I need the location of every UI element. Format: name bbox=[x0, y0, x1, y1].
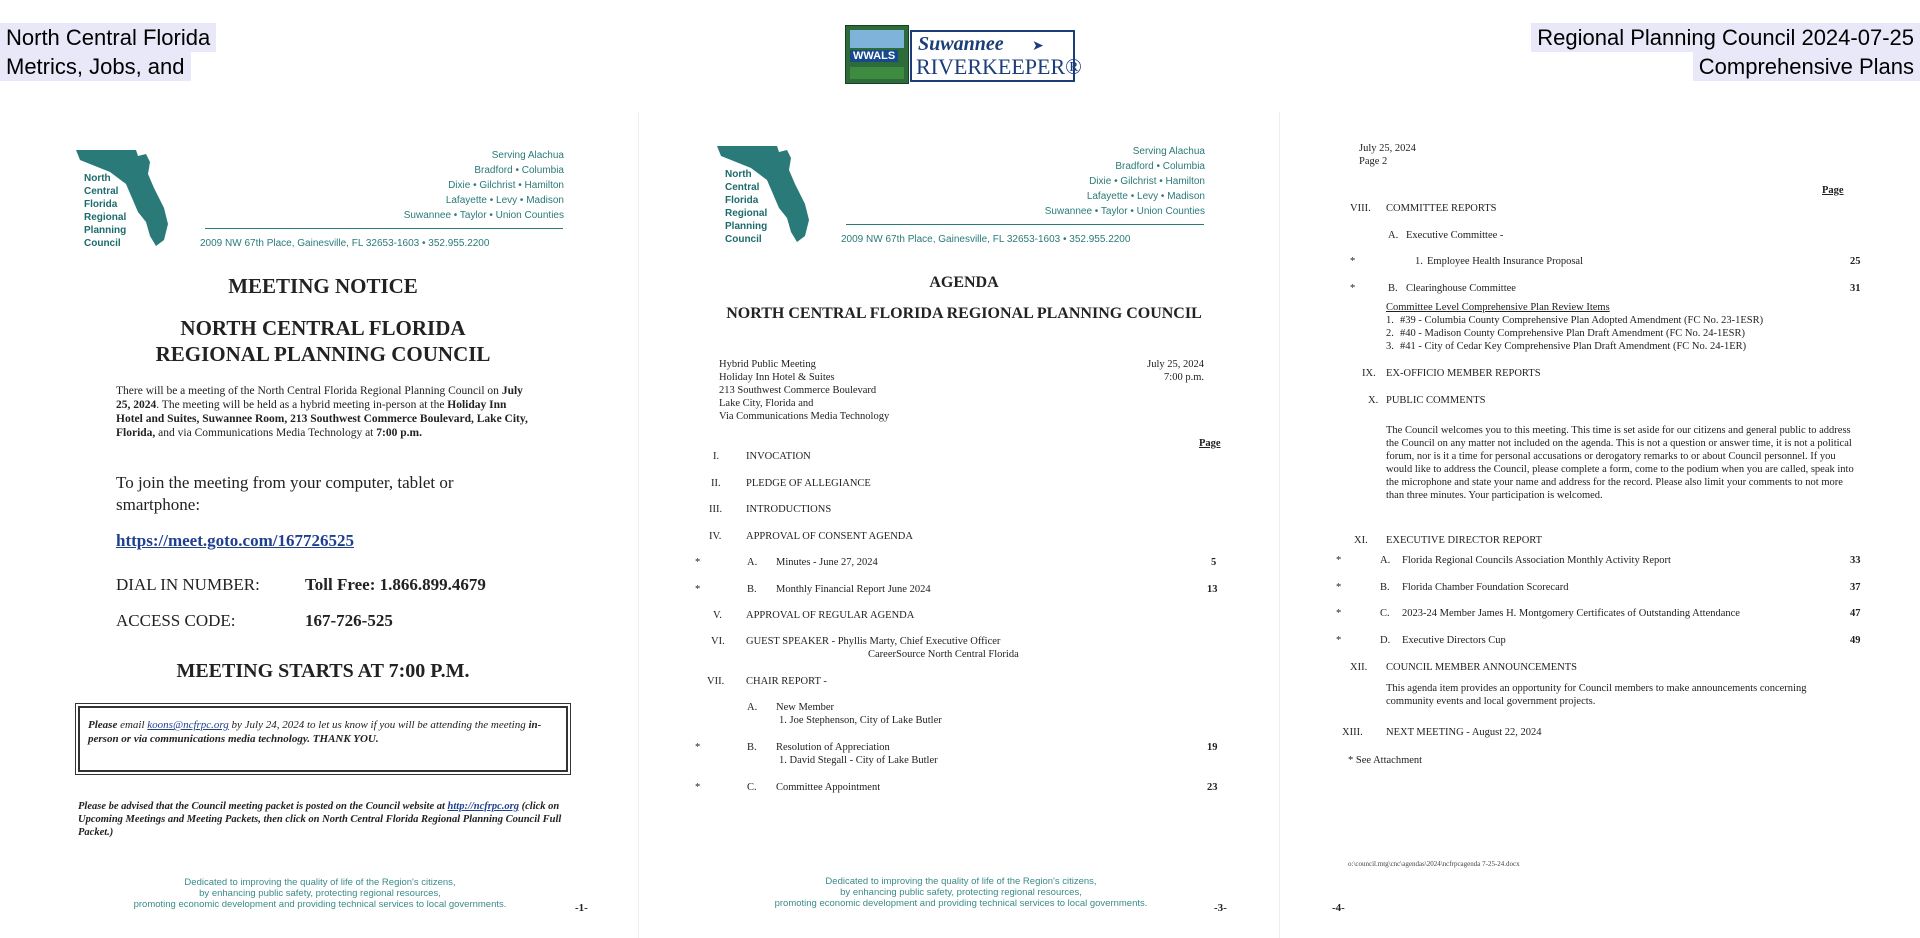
access-value: 167-726-525 bbox=[305, 611, 393, 630]
packet-advisory: Please be advised that the Council meeting packet is posted on the Council website at http://ncfrpc.org (click on Upcoming Meetings and Meeting Packets, then click on North Central Florida Regional Planning Council Full Packet.) bbox=[78, 801, 562, 838]
agenda-item-number: B. bbox=[747, 584, 757, 595]
agenda-item-text: 1. David Stegall - City of Lake Butler bbox=[779, 755, 938, 766]
agenda-item-number: II. bbox=[711, 478, 721, 489]
riverkeeper-logo-text: RIVERKEEPER® bbox=[916, 54, 1082, 79]
agenda-item-page: 37 bbox=[1850, 582, 1861, 593]
agenda-item-text: COUNCIL MEMBER ANNOUNCEMENTS bbox=[1386, 662, 1577, 673]
announcements-text: This agenda item provides an opportunity for Council members to make announcements concerning community events and local government projects. bbox=[1386, 683, 1807, 707]
attachment-marker: * bbox=[1336, 555, 1342, 566]
agenda-item-page: 19 bbox=[1207, 742, 1218, 753]
page-column-label: Page bbox=[1199, 438, 1221, 449]
agenda-item-text: Executive Directors Cup bbox=[1402, 635, 1506, 646]
agenda-item-text: CareerSource North Central Florida bbox=[868, 649, 1019, 660]
agenda-item-number: V. bbox=[713, 610, 722, 621]
agenda-item-text: Minutes - June 27, 2024 bbox=[776, 557, 878, 568]
agenda-item-text: GUEST SPEAKER - Phyllis Marty, Chief Executive Officer bbox=[746, 636, 1001, 647]
rsvp-email-link[interactable]: koons@ncfrpc.org bbox=[147, 719, 229, 731]
agenda-item-page: 49 bbox=[1850, 635, 1861, 646]
attachment-marker: * bbox=[1336, 582, 1342, 593]
agenda-item-text: Employee Health Insurance Proposal bbox=[1427, 256, 1583, 267]
agenda-item-number: III. bbox=[709, 504, 723, 515]
agenda-item-number: VIII. bbox=[1350, 203, 1371, 214]
agenda-item-text: CHAIR REPORT - bbox=[746, 676, 827, 687]
agenda-item-text: Monthly Financial Report June 2024 bbox=[776, 584, 931, 595]
agenda-item-number: D. bbox=[1380, 635, 1391, 646]
agenda-item-page: 5 bbox=[1211, 557, 1217, 568]
agenda-item-number: IV. bbox=[709, 531, 722, 542]
access-label: ACCESS CODE: bbox=[116, 611, 236, 630]
org-name: North Central Florida Regional Planning Council bbox=[725, 169, 768, 245]
agenda-item-text: Committee Level Comprehensive Plan Review Items bbox=[1386, 302, 1610, 313]
agenda-item-page: 13 bbox=[1207, 584, 1218, 595]
notice-org-title: NORTH CENTRAL FLORIDA REGIONAL PLANNING COUNCIL bbox=[155, 316, 491, 366]
suwannee-logo-text: Suwannee bbox=[918, 33, 1004, 55]
agenda-item-page: 33 bbox=[1850, 555, 1861, 566]
agenda-item-text: APPROVAL OF CONSENT AGENDA bbox=[746, 531, 913, 542]
rsvp-text: Please email koons@ncfrpc.org by July 24, 2024 to let us know if you will be attending the meeting in-person or via communications media technology. THANK YOU. bbox=[88, 719, 542, 745]
agenda-item-text: EX-OFFICIO MEMBER REPORTS bbox=[1386, 368, 1541, 379]
agenda-item-number: B. bbox=[1388, 283, 1398, 294]
agenda-item-number: X. bbox=[1368, 395, 1379, 406]
agenda-item-number: VI. bbox=[711, 636, 725, 647]
agenda-item-text: #39 - Columbia County Comprehensive Plan Adopted Amendment (FC No. 23-1ESR) bbox=[1400, 315, 1764, 326]
agenda-item-number: A. bbox=[1388, 230, 1399, 241]
attachment-marker: * bbox=[695, 782, 701, 793]
agenda-item-number: I. bbox=[713, 451, 720, 462]
meeting-datetime: July 25, 2024 7:00 p.m. bbox=[1147, 359, 1204, 383]
florida-logo bbox=[717, 146, 827, 246]
agenda-item-text: INVOCATION bbox=[746, 451, 811, 462]
agenda-item-text: #40 - Madison County Comprehensive Plan Draft Amendment (FC No. 24-1ESR) bbox=[1400, 328, 1746, 339]
agenda-item-number: B. bbox=[747, 742, 757, 753]
dial-value: Toll Free: 1.866.899.4679 bbox=[305, 575, 486, 594]
attachment-marker: * bbox=[1336, 635, 1342, 646]
header-left bbox=[0, 23, 216, 81]
wwals-riverkeeper-logo bbox=[845, 25, 1082, 82]
agenda-item-text: PLEDGE OF ALLEGIANCE bbox=[746, 478, 871, 489]
page-number: -1- bbox=[575, 902, 588, 914]
letterhead-footer: Dedicated to improving the quality of life of the Region's citizens, by enhancing public safety, protecting regional resources, promoting economic development and providing technical services to local governments. bbox=[774, 876, 1148, 909]
agenda-item-number: C. bbox=[1380, 608, 1390, 619]
wwals-logo bbox=[845, 25, 909, 84]
page-number: -3- bbox=[1214, 902, 1227, 914]
agenda-item-number: A. bbox=[747, 702, 758, 713]
rsvp-box bbox=[78, 706, 568, 772]
letterhead-rule bbox=[205, 228, 563, 229]
agenda-item-text: 1. Joe Stephenson, City of Lake Butler bbox=[779, 715, 942, 726]
meeting-details: Hybrid Public Meeting Holiday Inn Hotel & Suites 213 Southwest Commerce Boulevard Lake City, Florida and Via Communications Media Technology bbox=[719, 359, 890, 422]
attachment-marker: * bbox=[695, 557, 701, 568]
attachment-marker: * bbox=[1350, 283, 1356, 294]
public-comments-text: The Council welcomes you to this meeting. This time is set aside for our citizens and general public to address the Council on any matter not included on the agenda. This is not a question or answer time, it is not a political forum, nor is it a time for personal accusations or derogatory remarks to or about Council personnel. If you would like to address the Council, please complete a form, come to the podium when you are called, speak into the microphone and state your name and address for the record. Please also limit your comments to not more than three minutes. Your participation is welcomed. bbox=[1386, 425, 1854, 501]
agenda-item-number: 1. bbox=[1415, 256, 1423, 267]
agenda-item-text: New Member bbox=[776, 702, 835, 713]
see-attachment-note: * See Attachment bbox=[1348, 755, 1423, 766]
suwannee-riverkeeper-logo bbox=[910, 30, 1082, 82]
agenda-item-text: Florida Regional Councils Association Monthly Activity Report bbox=[1402, 555, 1671, 566]
agenda-item-text: Committee Appointment bbox=[776, 782, 881, 793]
header-right-line2: Comprehensive Plans bbox=[1693, 52, 1920, 81]
page3-header: July 25, 2024 Page 2 bbox=[1359, 143, 1416, 167]
header-right bbox=[1531, 23, 1920, 81]
agenda-item-text: Clearinghouse Committee bbox=[1406, 283, 1516, 294]
agenda-item-number: 1. bbox=[1386, 315, 1394, 326]
page-agenda bbox=[641, 112, 1280, 938]
fish-icon: ➤ bbox=[1032, 39, 1044, 54]
agenda-item-text: COMMITTEE REPORTS bbox=[1386, 203, 1497, 214]
org-name: North Central Florida Regional Planning Council bbox=[84, 173, 127, 249]
attachment-marker: * bbox=[1350, 256, 1356, 267]
agenda-item-text: Executive Committee - bbox=[1406, 230, 1504, 241]
serving-counties: Serving Alachua Bradford • Columbia Dixie • Gilchrist • Hamilton Lafayette • Levy • Madison Suwannee • Taylor • Union Counties bbox=[1044, 146, 1205, 217]
agenda-item-text: #41 - City of Cedar Key Comprehensive Plan Draft Amendment (FC No. 24-1ER) bbox=[1400, 341, 1747, 352]
agenda-item-number: B. bbox=[1380, 582, 1390, 593]
letterhead-footer: Dedicated to improving the quality of life of the Region's citizens, by enhancing public safety, protecting regional resources, promoting economic development and providing technical services to local governments. bbox=[133, 877, 507, 910]
page-number: -4- bbox=[1332, 902, 1345, 914]
agenda-item-page: 23 bbox=[1207, 782, 1218, 793]
header-right-line1: Regional Planning Council 2024-07-25 bbox=[1531, 23, 1920, 52]
agenda-item-number: A. bbox=[747, 557, 758, 568]
wwals-logo-text: WWALS bbox=[850, 50, 898, 62]
agenda-item-number: XII. bbox=[1350, 662, 1368, 673]
agenda-item-page: 25 bbox=[1850, 256, 1861, 267]
attachment-marker: * bbox=[695, 584, 701, 595]
letterhead-address: 2009 NW 67th Place, Gainesville, FL 32653-1603 • 352.955.2200 bbox=[841, 234, 1131, 245]
agenda-item-text: APPROVAL OF REGULAR AGENDA bbox=[746, 610, 915, 621]
agenda-item-number: XI. bbox=[1354, 535, 1368, 546]
letterhead-rule bbox=[846, 224, 1204, 225]
agenda-item-text: PUBLIC COMMENTS bbox=[1386, 395, 1486, 406]
agenda-item-text: INTRODUCTIONS bbox=[746, 504, 832, 515]
agenda-item-page: 47 bbox=[1850, 608, 1861, 619]
page-agenda-continued bbox=[1282, 112, 1920, 938]
agenda-title: AGENDA bbox=[929, 274, 999, 291]
agenda-org-title: NORTH CENTRAL FLORIDA REGIONAL PLANNING COUNCIL bbox=[726, 305, 1202, 322]
notice-paragraph: There will be a meeting of the North Central Florida Regional Planning Council on July 25, 2024. The meeting will be held as a hybrid meeting in-person at the Holiday Inn Hotel and Suites, Suwannee Room, 213 Southwest Commerce Boulevard, Lake City, Florida, and via Communications Media Technology at 7:00 p.m. bbox=[116, 385, 528, 439]
header-left-line2: Metrics, Jobs, and bbox=[0, 52, 191, 81]
agenda-item-text: EXECUTIVE DIRECTOR REPORT bbox=[1386, 535, 1543, 546]
file-path: o:\council.mtg\cnc\agendas\2024\ncfrpcagenda 7-25-24.docx bbox=[1348, 860, 1520, 868]
agenda-item-text: 2023-24 Member James H. Montgomery Certificates of Outstanding Attendance bbox=[1402, 608, 1740, 619]
agenda-item-number: IX. bbox=[1362, 368, 1376, 379]
website-link[interactable]: http://ncfrpc.org bbox=[447, 801, 519, 812]
agenda-item-text: Resolution of Appreciation bbox=[776, 742, 890, 753]
agenda-item-number: 2. bbox=[1386, 328, 1394, 339]
attachment-marker: * bbox=[695, 742, 701, 753]
meeting-starts: MEETING STARTS AT 7:00 P.M. bbox=[176, 660, 470, 682]
attachment-marker: * bbox=[1336, 608, 1342, 619]
agenda-item-text: Florida Chamber Foundation Scorecard bbox=[1402, 582, 1569, 593]
header-left-line1: North Central Florida bbox=[0, 23, 216, 52]
serving-counties: Serving Alachua Bradford • Columbia Dixie • Gilchrist • Hamilton Lafayette • Levy • Madison Suwannee • Taylor • Union Counties bbox=[403, 150, 564, 221]
agenda-item-number: 3. bbox=[1386, 341, 1394, 352]
dial-label: DIAL IN NUMBER: bbox=[116, 575, 260, 594]
notice-title: MEETING NOTICE bbox=[228, 274, 418, 298]
agenda-item-next-meeting: XIII. NEXT MEETING - August 22, 2024 bbox=[1342, 727, 1542, 738]
letterhead-address: 2009 NW 67th Place, Gainesville, FL 32653-1603 • 352.955.2200 bbox=[200, 238, 490, 249]
join-text: To join the meeting from your computer, tablet or smartphone: bbox=[116, 473, 454, 514]
agenda-item-page: 31 bbox=[1850, 283, 1861, 294]
page-column-label: Page bbox=[1822, 185, 1844, 196]
page-meeting-notice bbox=[0, 112, 639, 938]
florida-logo bbox=[76, 150, 186, 250]
agenda-item-number: C. bbox=[747, 782, 757, 793]
agenda-item-number: A. bbox=[1380, 555, 1391, 566]
meeting-link[interactable]: https://meet.goto.com/167726525 bbox=[116, 531, 354, 550]
agenda-item-number: VII. bbox=[707, 676, 725, 687]
